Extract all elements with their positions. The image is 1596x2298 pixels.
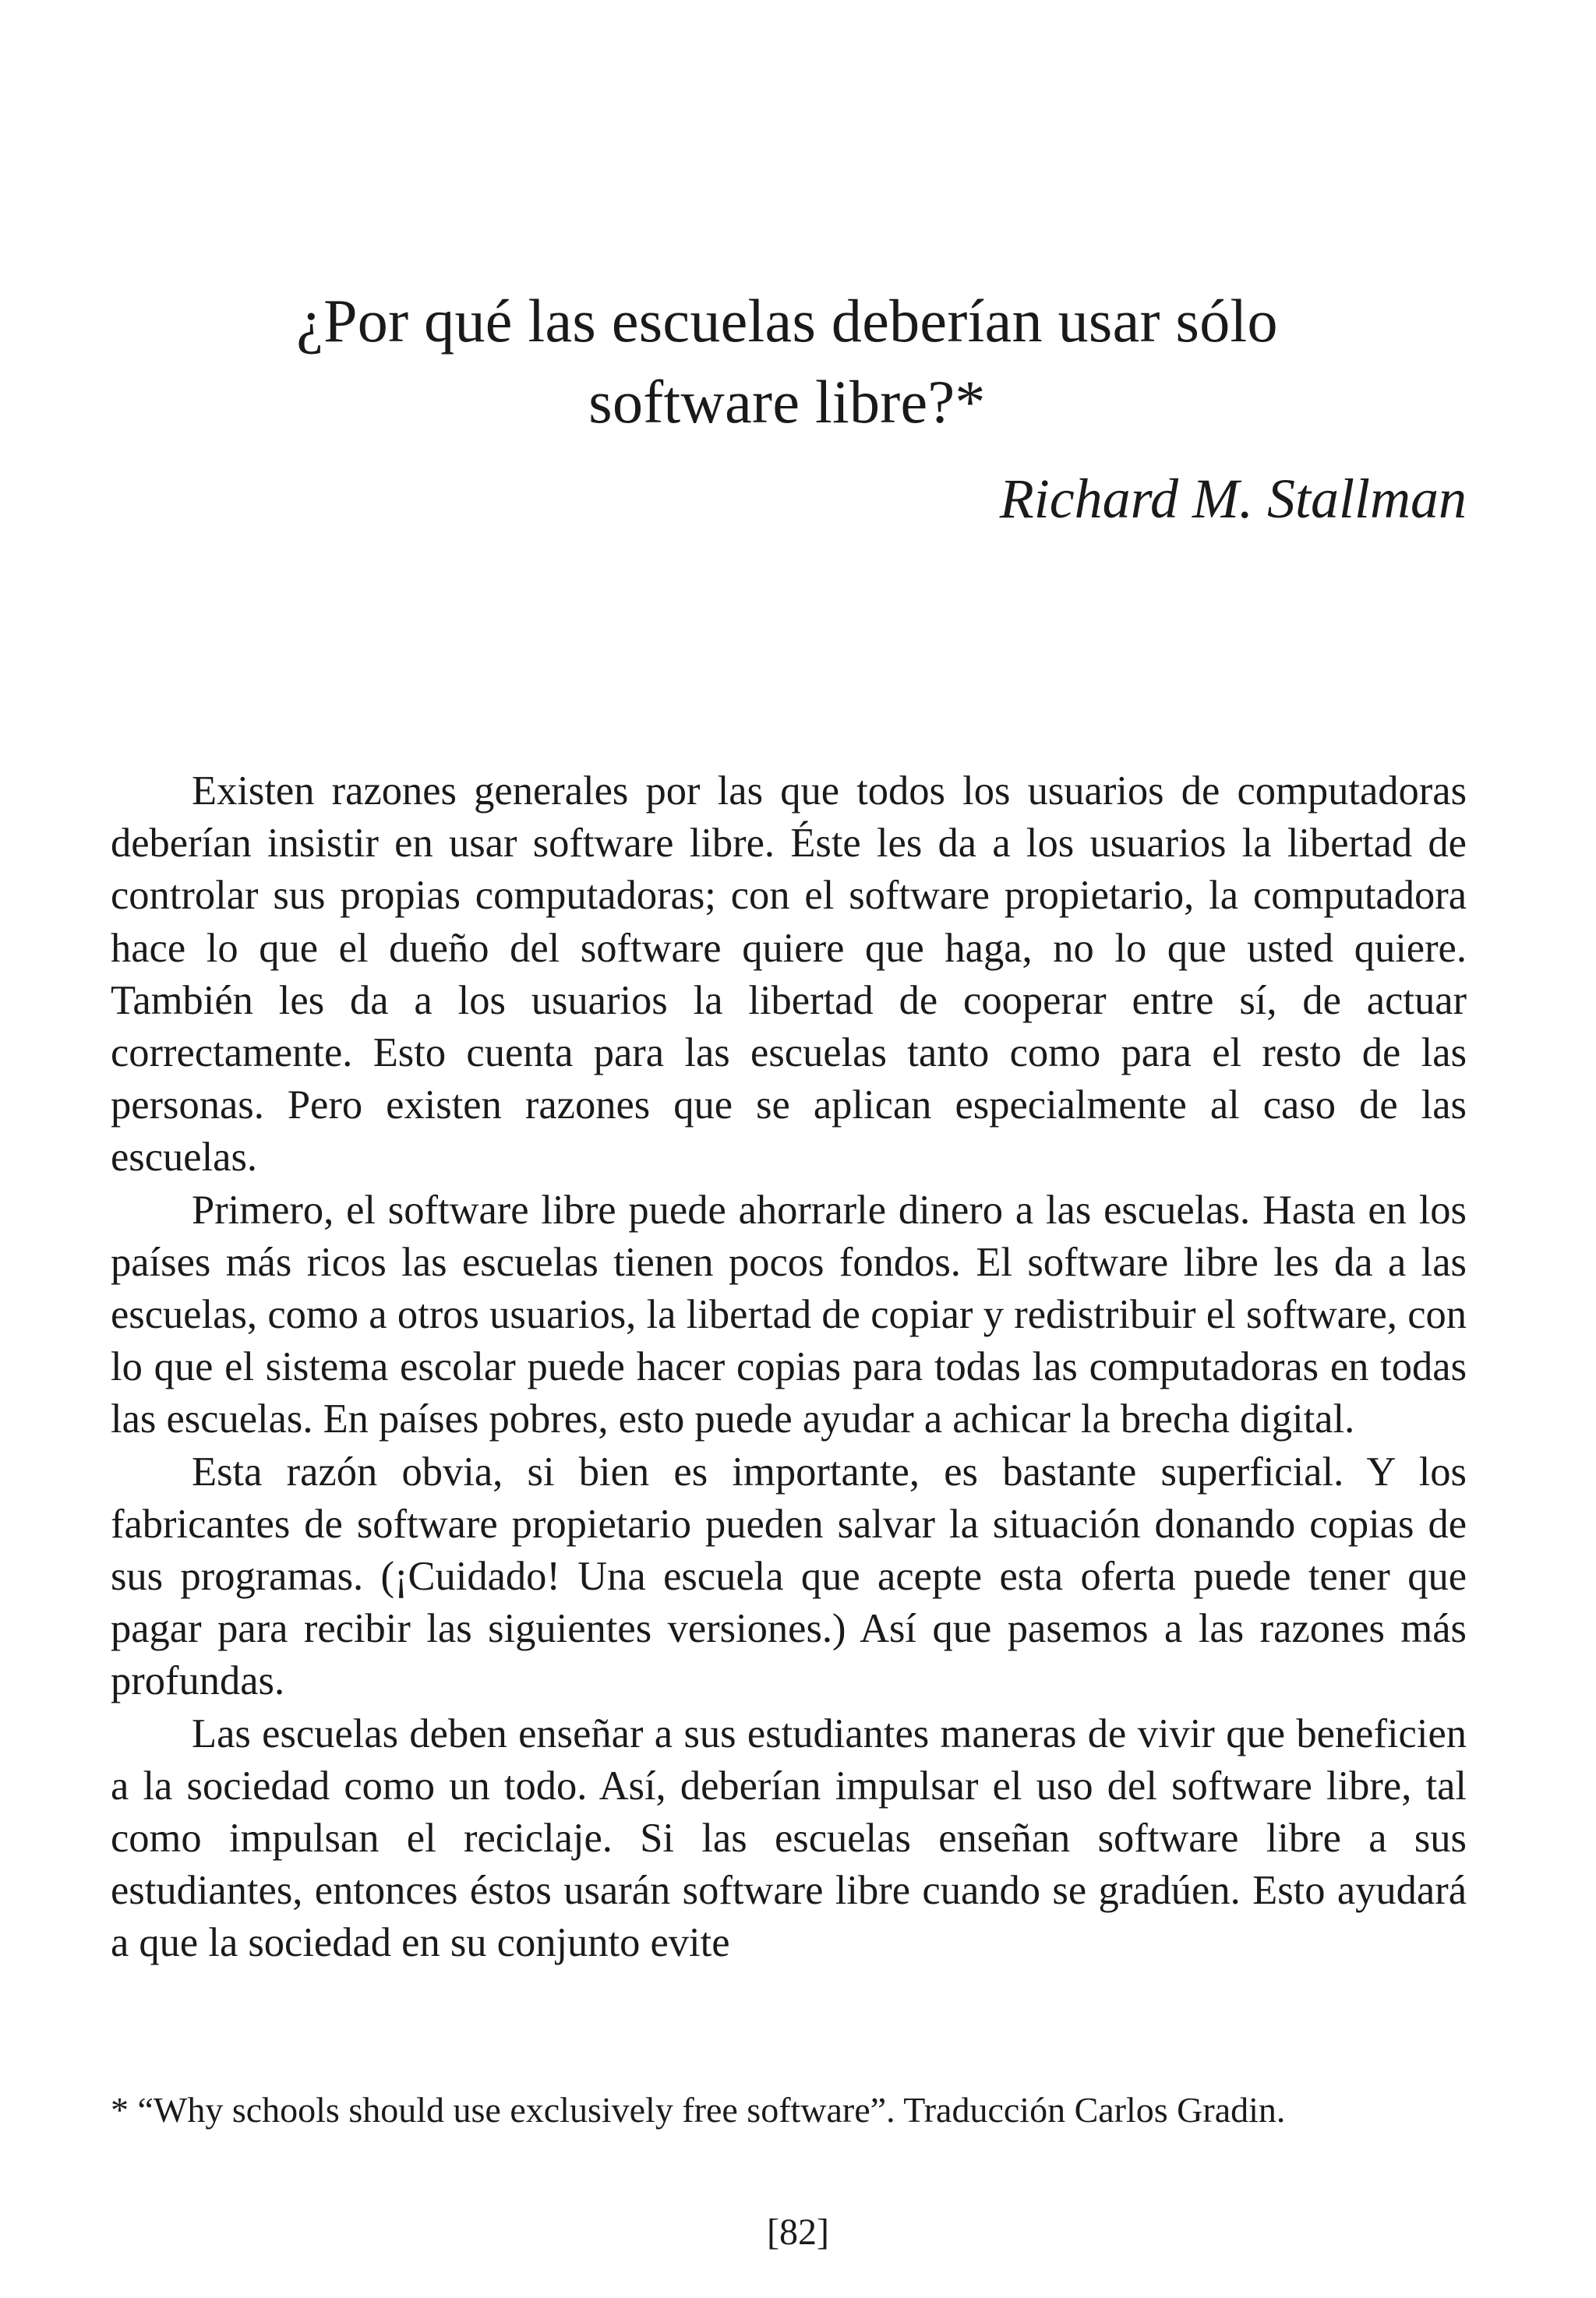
page-number: [82] xyxy=(767,2212,829,2253)
body-text xyxy=(111,765,1467,1970)
paragraph-1: Existen razones generales por las que todos los usuarios de computadoras deberían insistir en usar software libre. Éste les da a los usuarios la libertad de controlar sus propias computadoras; con el software propietario, la computadora hace lo que el dueño del software quiere que haga, no lo que usted quiere. También les da a los usuarios la libertad de cooperar entre sí, de actuar correctamente. Esto cuenta para las escuelas tanto como para el resto de las personas. Pero existen razones que se aplican especialmente al caso de las escuelas. xyxy=(111,768,1467,1181)
paragraph-3: Esta razón obvia, si bien es importante, es bastante superficial. Y los fabricantes de software propietario pueden salvar la situación donando copias de sus programas. (¡Cuidado! Una escuela que acepte esta oferta puede tener que pagar para recibir las siguientes versiones.) Así que pasemos a las razones más profundas. xyxy=(111,1449,1467,1704)
footnote: * “Why schools should use exclusively free software”. Traducción Carlos Gradin. xyxy=(111,2090,1286,2130)
title-line-2: software libre?* xyxy=(588,368,986,436)
page-title xyxy=(109,281,1465,443)
paragraph-4: Las escuelas deben enseñar a sus estudiantes maneras de vivir que beneficien a la sociedad como un todo. Así, deberían impulsar el uso del software libre, tal como impulsan el reciclaje. Si las escuelas enseñan software libre a sus estudiantes, entonces éstos usarán software libre cuando se gradúen. Esto ayudará a que la sociedad en su conjunto evite xyxy=(111,1710,1467,1966)
title-line-1: ¿Por qué las escuelas deberían usar sólo xyxy=(296,287,1278,355)
author-name: Richard M. Stallman xyxy=(999,468,1467,530)
paragraph-2: Primero, el software libre puede ahorrarle dinero a las escuelas. Hasta en los países más ricos las escuelas tienen pocos fondos. El software libre les da a las escuelas, como a otros usuarios, la libertad de copiar y redistribuir el software, con lo que el sistema escolar puede hacer copias para todas las computadoras en todas las escuelas. En países pobres, esto puede ayudar a achicar la brecha digital. xyxy=(111,1187,1467,1442)
